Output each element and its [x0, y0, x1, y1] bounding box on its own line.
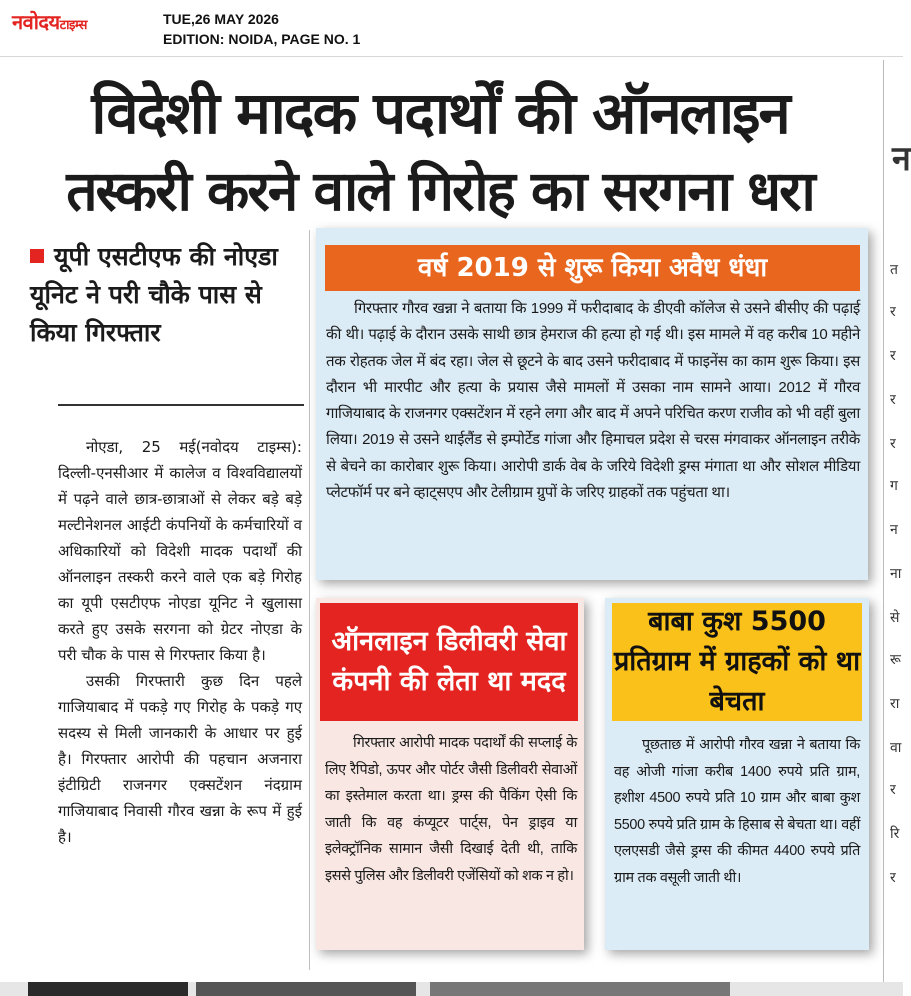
headline-line-2: तस्करी करने वाले गिरोह का सरगना धरा [66, 159, 814, 223]
edge-fragment: र [890, 436, 896, 452]
edition-meta [163, 9, 360, 49]
edge-fragment: रा [890, 696, 900, 712]
edge-fragment: र [890, 348, 896, 364]
edge-fragment: वा [890, 740, 902, 756]
cropped-adjacent-column [886, 120, 911, 996]
strip-segment [28, 982, 188, 996]
red-bullet-icon [30, 249, 44, 263]
edge-fragment: रू [890, 652, 901, 668]
top-bar [0, 0, 903, 57]
subheadline-text: यूपी एसटीएफ की नोएडा यूनिट ने परी चौके पास से किया गिरफ्तार [30, 242, 278, 347]
edge-fragment: ना [890, 566, 902, 582]
edge-fragment: ग [890, 478, 898, 494]
edge-fragment: र [890, 782, 896, 798]
column-divider [309, 230, 310, 970]
delivery-story-heading [320, 603, 578, 721]
delivery-story-text: गिरफ्तार आरोपी मादक पदार्थों की सप्लाई के लिए रैपिडो, ऊपर और पोर्टर जैसी डिलीवरी सेवाओं का इस्तेमाल करता था। ड्रग्स की पैकिंग ऐसी कि जाती कि वह कंप्यूटर पार्ट्स, पेन ड्राइव या इलेक्ट्रॉनिक सामान जैसी दिखाई देती थी, ताकि इससे पुलिस और डिलीवरी एजेंसियों को शक न हो। [325, 735, 577, 884]
left-paragraph-1: नोएडा, 25 मई(नवोदय टाइम्स): दिल्ली-एनसीआर में कालेज व विश्वविद्यालयों में पढ़ने वाले छात्र-छात्राओं से लेकर बड़े बड़े मल्टीनेशनल आईटी कंपनियों के कर्मचारियों व अधिकारियों को विदेशी मादक पदार्थों की ऑनलाइन तस्करी करने वाले एक बड़े गिरोह का यूपी एसटीएफ नोएडा यूनिट ने खुलासा करते हुए उसके सरगना को ग्रेटर नोएडा के परी चौक के पास से गिरफ्तार किया है। [58, 438, 302, 664]
logo-suffix: टाइम्स [59, 18, 87, 33]
price-heading-text: बाबा कुश 5500 प्रतिग्राम में ग्राहकों को था बेचता [613, 606, 861, 717]
main-headline [0, 74, 880, 230]
delivery-heading-text: ऑनलाइन डिलीवरी सेवा कंपनी की लेता था मदद [331, 626, 567, 697]
left-article-body [58, 434, 302, 850]
price-story-text: पूछताछ में आरोपी गौरव खन्ना ने बताया कि वह ओजी गांजा करीब 1400 रुपये प्रति ग्राम, हशीश 4500 रुपये प्रति 10 ग्राम और बाबा कुश 5500 रुपये प्रति ग्राम के हिसाब से बेचता था। वहीं एलएसडी जैसे ड्रग्स की कीमत 4400 रुपये प्रति ग्राम तक वसूली जाती थी। [614, 737, 860, 886]
edge-fragment: न [890, 522, 898, 538]
edge-fragment: र [890, 392, 896, 408]
newspaper-logo [12, 10, 87, 38]
bottom-cropped-strip [0, 982, 903, 996]
subheadline-rule [58, 404, 304, 406]
edge-fragment: से [890, 610, 900, 626]
subheadline [30, 238, 300, 352]
headline-line-1: विदेशी मादक पदार्थों की ऑनलाइन [91, 79, 789, 147]
edge-fragment: र [890, 304, 896, 320]
top-story-text: गिरफ्तार गौरव खन्ना ने बताया कि 1999 में फरीदाबाद के डीएवी कॉलेज से उसने बीसीए की पढ़ाई की थी। पढ़ाई के दौरान उसके साथी छात्र हेमराज की हत्या हो गई थी। इस मामले में वह करीब 10 महीने तक रोहतक जेल में बंद रहा। जेल से छूटने के बाद उसने फरीदाबाद में फाइनेंस का काम शुरू किया। इस दौरान भी मारपीट और हत्या के प्रयास जैसे मामलों में उसका नाम सामने आया। 2012 में गौरव गाजियाबाद के राजनगर एक्सटेंशन में रहने लगा और बाद में अपने परिचित करण राजीव को भी वहीं बुला लिया। 2019 से उसने थाईलैंड से इम्पोर्टेड गांजा और हिमाचल प्रदेश से चरस मंगवाकर ऑनलाइन तरीके से बेचने का कारोबार शुरू किया। आरोपी डार्क वेब के जरिये विदेशी ड्रग्स मंगाता था और सोशल मीडिया प्लेटफॉर्म पर बने व्हाट्सएप और टेलीग्राम ग्रुपों के जरिए ग्राहकों तक पहुंचता था। [326, 300, 860, 502]
strip-segment [430, 982, 730, 996]
strip-segment [196, 982, 416, 996]
right-edge-border [883, 60, 884, 996]
edition-date: TUE,26 MAY 2026 [163, 11, 279, 27]
edge-fragment: न [892, 139, 911, 179]
top-story-heading: वर्ष 2019 से शुरू किया अवैध धंधा [325, 245, 860, 291]
edge-fragment: रि [890, 826, 900, 842]
logo-name: नवोदय [12, 10, 60, 34]
edition-page: EDITION: NOIDA, PAGE NO. 1 [163, 31, 361, 47]
edge-fragment: र [890, 870, 896, 886]
price-story-heading [612, 603, 862, 721]
left-paragraph-2: उसकी गिरफ्तारी कुछ दिन पहले गाजियाबाद में पकड़े गए गिरोह के पकड़े गए सदस्य से मिली जानकारी के आधार पर हुई है। गिरफ्तार आरोपी की पहचान अजनारा इंटीग्रिटी राजनगर एक्सटेंशन नंदग्राम गाजियाबाद निवासी गौरव खन्ना के रूप में हुई है। [58, 672, 302, 846]
edge-fragment: त [890, 262, 898, 278]
